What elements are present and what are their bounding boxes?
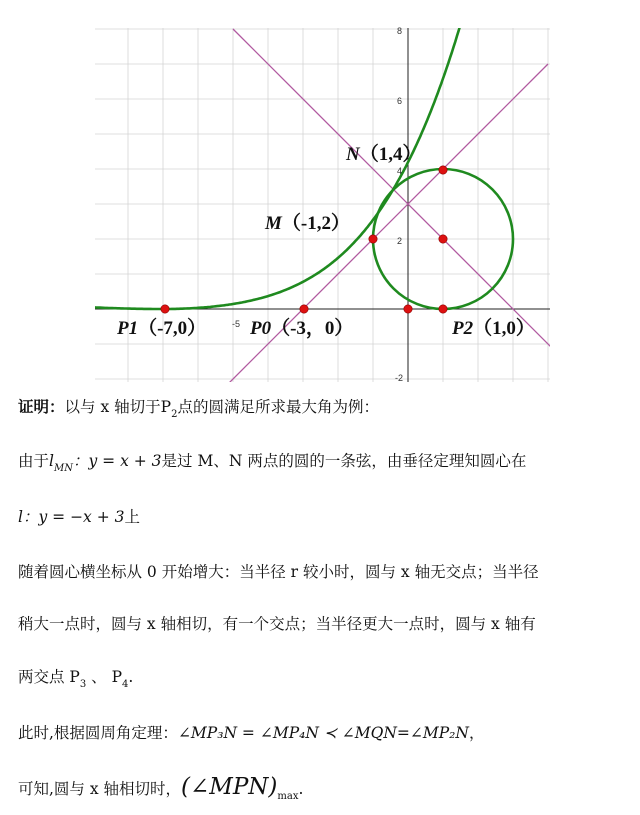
line6-s2: 4 — [122, 679, 129, 690]
line8-a: 可知,圆与 x 轴相切时， — [18, 780, 182, 798]
points — [161, 166, 447, 313]
line6-b: 、 P — [86, 668, 123, 686]
line1-sub: 2 — [171, 409, 178, 420]
point-center — [439, 235, 447, 243]
tick-y2: 2 — [397, 236, 403, 246]
line1-P: P — [160, 398, 172, 416]
point-M — [369, 235, 377, 243]
label-P1: P1（-7,0） — [117, 318, 207, 339]
line7-b: ， — [468, 724, 485, 742]
tick-xm5: -5 — [232, 319, 241, 329]
proof-line-3 — [18, 505, 140, 529]
tick-ym2: -2 — [395, 373, 404, 382]
label-P0: P0（-3，0） — [250, 318, 354, 339]
tick-y6: 6 — [397, 96, 403, 106]
proof-line-5: 稍大一点时，圆与 x 轴相切，有一个交点；当半径更大一点时，圆与 x 轴有 — [18, 615, 536, 633]
line8-math: (∠MPN) — [181, 774, 278, 800]
proof-heading: 证明： — [18, 397, 65, 416]
label-M: M（-1,2） — [265, 213, 350, 234]
line3-l: l — [18, 508, 23, 526]
geometry-figure — [0, 0, 640, 382]
line3-eq: ：y = −x + 3 — [22, 508, 125, 526]
line1-text: 以与 x 轴切于 — [64, 398, 161, 416]
proof-line-1 — [18, 395, 379, 422]
line6-s1: 3 — [79, 679, 87, 690]
line6-c: . — [128, 668, 134, 686]
line2-l: l — [49, 452, 54, 470]
proof-line-4: 随着圆心横坐标从 0 开始增大：当半径 r 较小时，圆与 x 轴无交点；当半径 — [18, 563, 539, 581]
point-P0 — [300, 305, 308, 313]
label-N: N（1,4） — [346, 144, 422, 165]
line2-b: 是过 M、N 两点的圆的一条弦，由垂径定理知圆心在 — [161, 452, 527, 470]
proof-line-8 — [18, 775, 303, 804]
line7-math: ∠MP₃N = ∠MP₄N ≺ ∠MQN=∠MP₂N — [177, 724, 469, 742]
line2-eq: ：y = x + 3 — [72, 452, 162, 470]
line7-a: 此时,根据圆周角定理： — [18, 724, 178, 742]
proof-line-2 — [18, 449, 526, 476]
exponential-curve — [76, 0, 507, 309]
line8-b: . — [298, 780, 304, 798]
point-P2 — [439, 305, 447, 313]
line2-lsub: MN — [53, 463, 73, 474]
line1-tail: 点的圆满足所求最大角为例： — [177, 398, 379, 416]
line8-sub: max — [277, 791, 299, 802]
line2-a: 由于 — [18, 452, 50, 470]
tick-y8: 8 — [397, 26, 403, 36]
proof-line-7 — [18, 721, 484, 745]
line-l — [233, 29, 566, 362]
point-P1 — [161, 305, 169, 313]
point-N — [439, 166, 447, 174]
tick-y4: 4 — [397, 166, 403, 176]
line3-b: 上 — [124, 508, 141, 526]
line6-a: 两交点 P — [18, 668, 80, 686]
proof-line-6 — [18, 665, 133, 692]
label-P2: P2（1,0） — [452, 318, 535, 339]
point-origin — [404, 305, 412, 313]
